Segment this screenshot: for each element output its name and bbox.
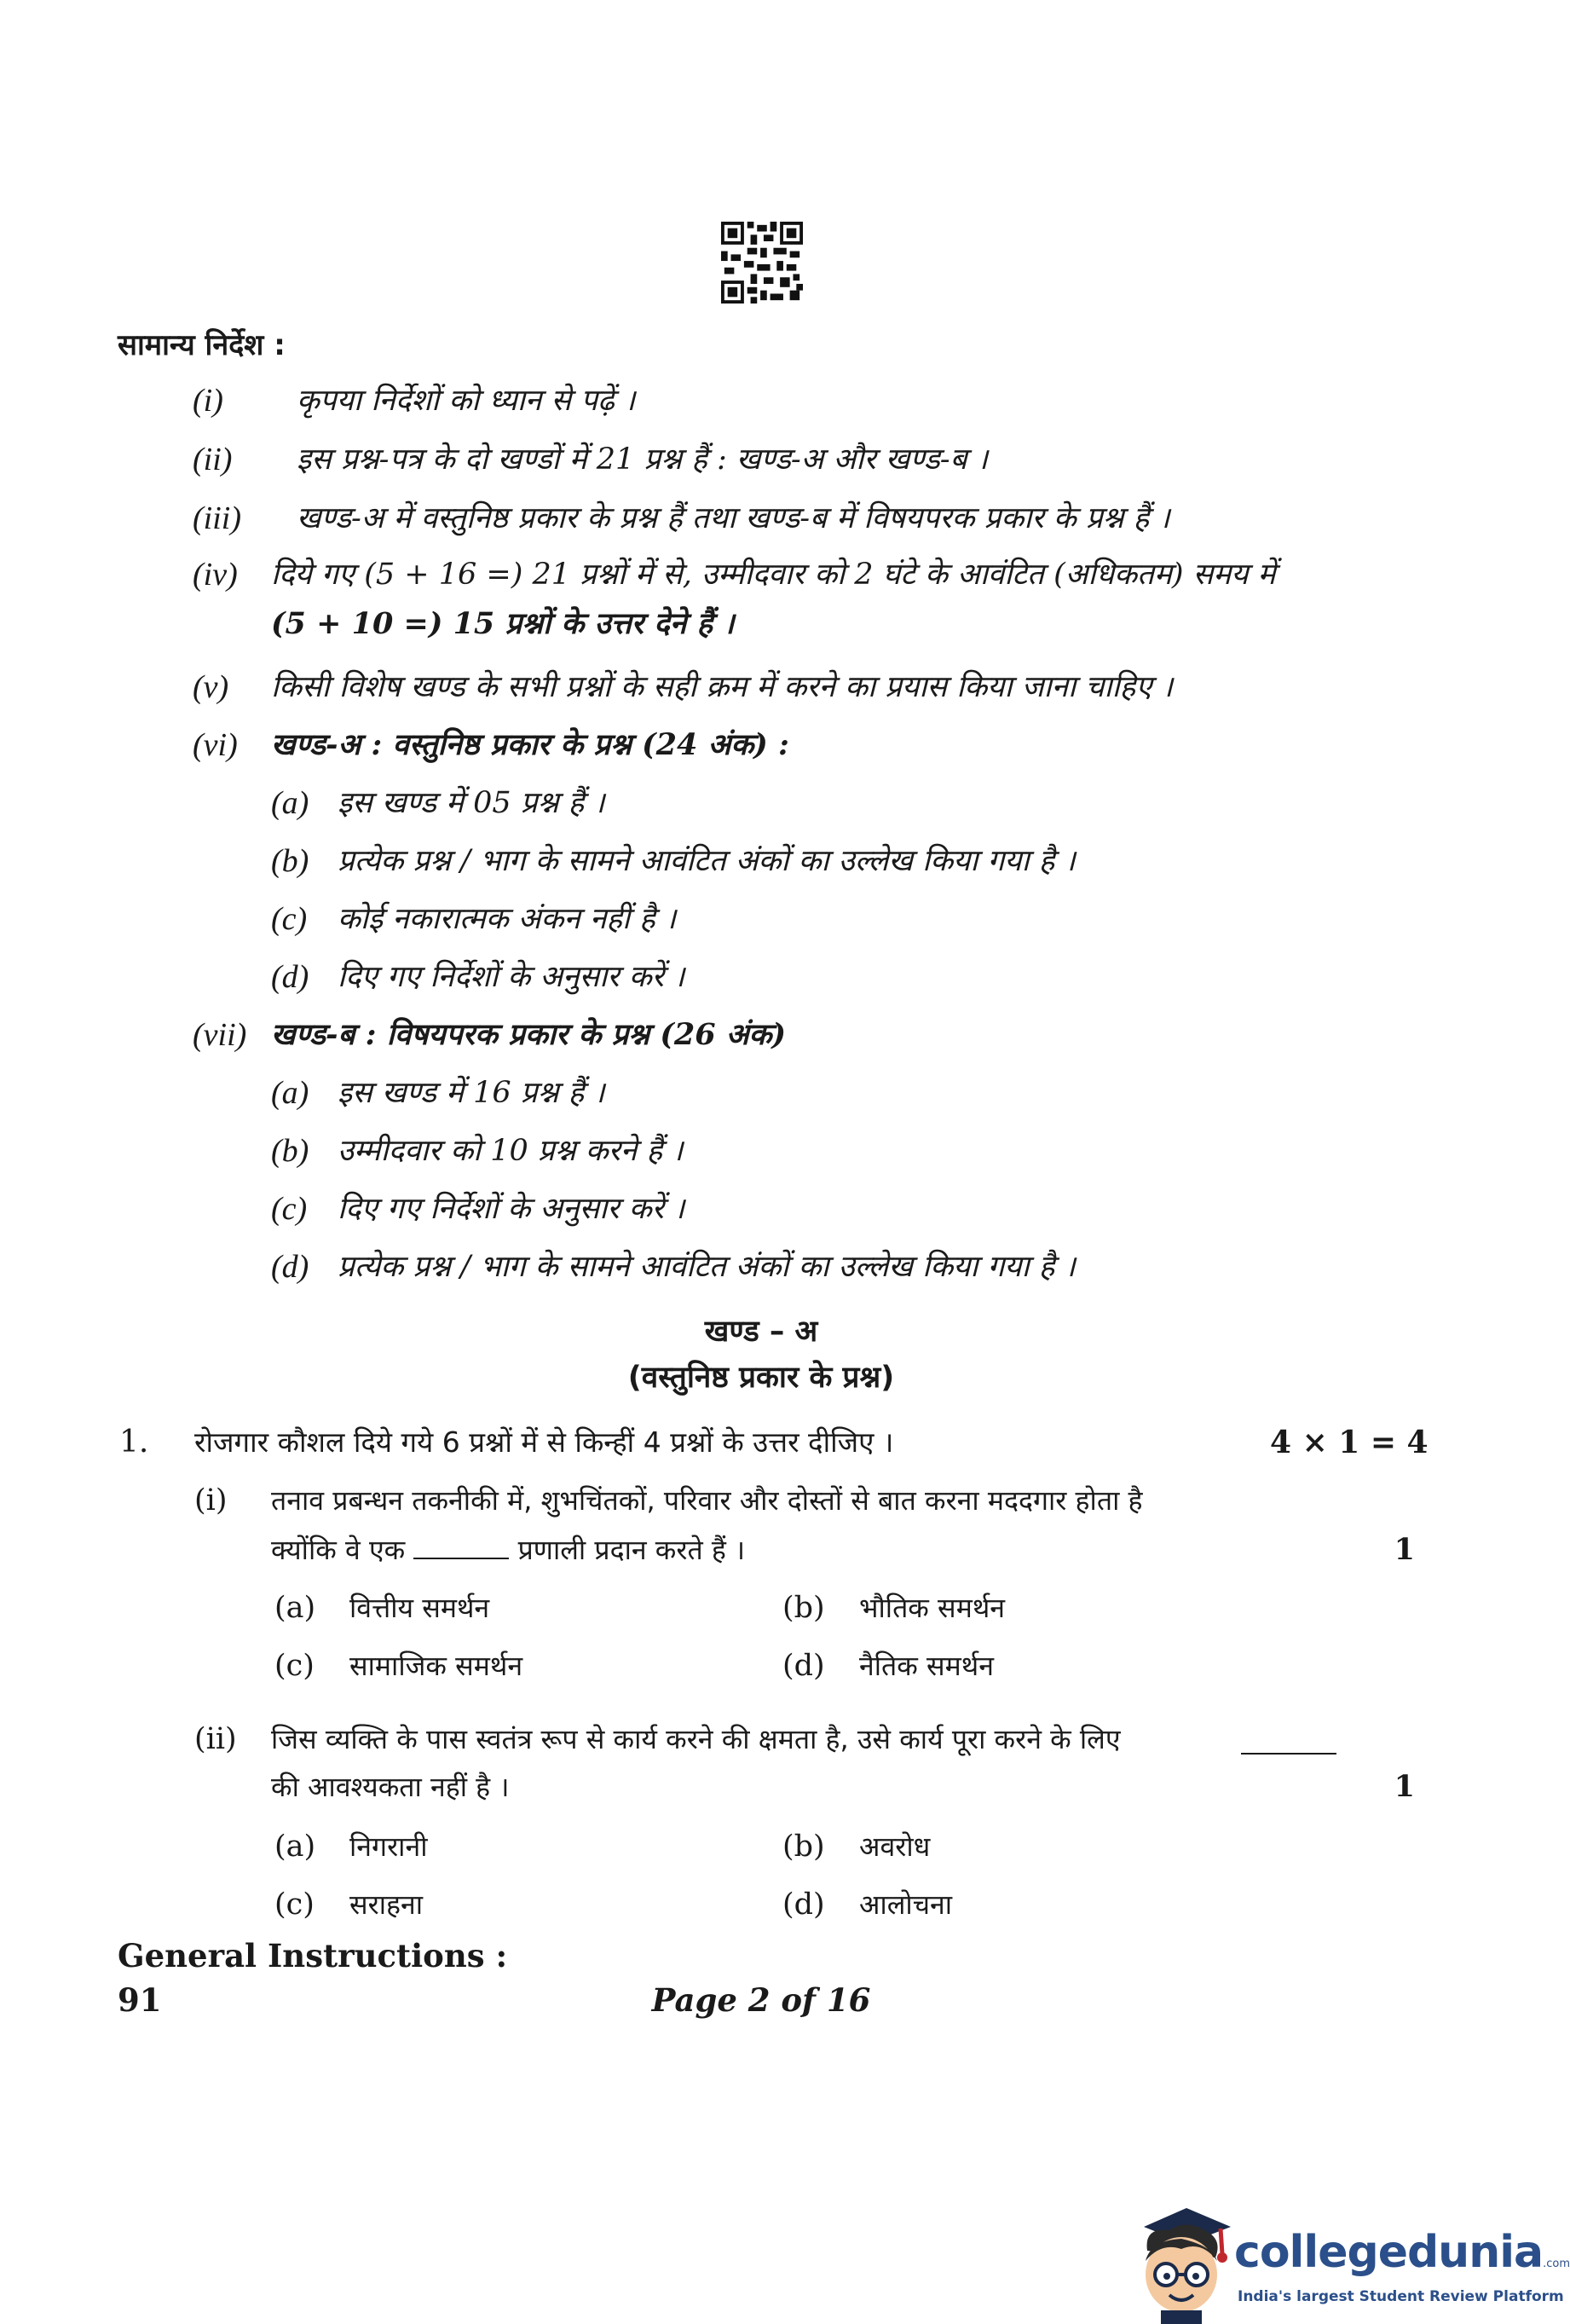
part-number: (i) — [194, 1483, 228, 1518]
instruction-text: इस प्रश्न-पत्र के दो खण्डों में 21 प्रश्न हैं : खण्ड-अ और खण्ड-ब । — [297, 442, 988, 477]
part-text-start: क्योंकि वे एक — [271, 1534, 406, 1566]
option-text: नैतिक समर्थन — [859, 1650, 995, 1682]
sub-item-num: (d) — [271, 959, 309, 995]
page-number: Page 2 of 16 — [651, 1981, 871, 2019]
section-subtitle: (वस्तुनिष्ठ प्रकार के प्रश्न) — [627, 1361, 895, 1395]
option-label: (c) — [274, 1888, 315, 1922]
part-number: (ii) — [194, 1722, 237, 1756]
option-label: (d) — [782, 1649, 825, 1683]
paper-code: 91 — [118, 1981, 162, 2019]
sub-item-text: उम्मीदवार को 10 प्रश्न करने हैं । — [338, 1134, 684, 1168]
sub-item-num: (a) — [271, 785, 309, 821]
instruction-num: (vii) — [193, 1017, 247, 1053]
instruction-num: (vi) — [193, 727, 238, 763]
option-label: (a) — [274, 1830, 316, 1864]
qr-code — [721, 222, 803, 304]
part-text: तनाव प्रबन्धन तकनीकी में, शुभचिंतकों, परिवार और दोस्तों से बात करना मददगार होता है — [271, 1484, 1143, 1517]
instructions-heading: सामान्य निर्देश : — [118, 328, 286, 362]
sub-item-text: कोई नकारात्मक अंकन नहीं है । — [338, 902, 677, 936]
part-text-line2 — [271, 1531, 745, 1569]
instruction-num: (v) — [193, 669, 229, 705]
instruction-text: किसी विशेष खण्ड के सभी प्रश्नों के सही क्रम में करने का प्रयास किया जाना चाहिए । — [271, 670, 1173, 704]
mascot-icon — [1127, 2201, 1238, 2324]
answer-blank — [413, 1558, 509, 1559]
part-text-line2: की आवश्यकता नहीं है । — [271, 1771, 510, 1803]
option-text: वित्तीय समर्थन — [349, 1592, 490, 1624]
part-mark: 1 — [1394, 1769, 1415, 1804]
sub-item-num: (c) — [271, 1191, 308, 1227]
sub-item-text: प्रत्येक प्रश्न / भाग के सामने आवंटित अंकों का उल्लेख किया गया है । — [338, 844, 1076, 878]
brand-name: collegedunia — [1234, 2227, 1544, 2278]
answer-blank — [1241, 1753, 1336, 1755]
option-label: (a) — [274, 1591, 316, 1625]
sub-item-num: (b) — [271, 1133, 309, 1169]
instruction-text: खण्ड-ब : विषयपरक प्रकार के प्रश्न (26 अंक) — [271, 1017, 786, 1052]
general-instructions-heading: General Instructions : — [118, 1937, 508, 1974]
option-text: निगरानी — [349, 1830, 428, 1863]
instruction-text: खण्ड-अ में वस्तुनिष्ठ प्रकार के प्रश्न हैं तथा खण्ड-ब में विषयपरक प्रकार के प्रश्न हैं । — [297, 501, 1170, 535]
sub-item-text: इस खण्ड में 05 प्रश्न हैं । — [338, 786, 605, 820]
section-title: खण्ड – अ — [704, 1315, 818, 1349]
sub-item-text: दिए गए निर्देशों के अनुसार करें । — [338, 1192, 685, 1226]
sub-item-num: (d) — [271, 1249, 309, 1285]
sub-item-text: प्रत्येक प्रश्न / भाग के सामने आवंटित अंकों का उल्लेख किया गया है । — [338, 1250, 1076, 1284]
instruction-num: (ii) — [193, 442, 233, 477]
instruction-text: कृपया निर्देशों को ध्यान से पढ़ें । — [297, 384, 636, 418]
instruction-text-continued: (5 + 10 =) 15 प्रश्नों के उत्तर देने हैं । — [271, 606, 735, 641]
part-text-end: प्रणाली प्रदान करते हैं । — [517, 1534, 746, 1566]
sub-item-num: (c) — [271, 901, 308, 937]
part-text: जिस व्यक्ति के पास स्वतंत्र रूप से कार्य करने की क्षमता है, उसे कार्य पूरा करने के लिए — [271, 1723, 1121, 1755]
sub-item-num: (b) — [271, 843, 309, 879]
brand-logo[interactable] — [1127, 2201, 1570, 2324]
option-text: सराहना — [349, 1888, 424, 1921]
instruction-text: दिये गए (5 + 16 =) 21 प्रश्नों में से, उम्मीदवार को 2 घंटे के आवंटित (अधिकतम) समय में — [271, 558, 1276, 592]
instruction-num: (iii) — [193, 500, 241, 536]
question-number: 1. — [119, 1425, 149, 1460]
sub-item-text: दिए गए निर्देशों के अनुसार करें । — [338, 960, 685, 994]
sub-item-num: (a) — [271, 1075, 309, 1111]
option-label: (d) — [782, 1888, 825, 1922]
instruction-num: (iv) — [193, 557, 238, 593]
option-label: (c) — [274, 1649, 315, 1683]
option-text: आलोचना — [859, 1888, 953, 1921]
option-text: भौतिक समर्थन — [859, 1592, 1006, 1624]
brand-tagline: India's largest Student Review Platform — [1238, 2288, 1564, 2305]
instruction-num: (i) — [193, 383, 223, 419]
question-marks: 4 × 1 = 4 — [1270, 1425, 1429, 1460]
brand-suffix: .com — [1543, 2258, 1570, 2270]
option-label: (b) — [782, 1830, 825, 1864]
question-text: रोजगार कौशल दिये गये 6 प्रश्नों में से किन्हीं 4 प्रश्नों के उत्तर दीजिए । — [194, 1425, 894, 1459]
option-text: अवरोध — [859, 1830, 931, 1863]
option-text: सामाजिक समर्थन — [349, 1650, 523, 1682]
option-label: (b) — [782, 1591, 825, 1625]
instruction-text: खण्ड-अ : वस्तुनिष्ठ प्रकार के प्रश्न (24 अंक) : — [271, 727, 789, 762]
part-mark: 1 — [1394, 1532, 1415, 1567]
sub-item-text: इस खण्ड में 16 प्रश्न हैं । — [338, 1076, 605, 1110]
